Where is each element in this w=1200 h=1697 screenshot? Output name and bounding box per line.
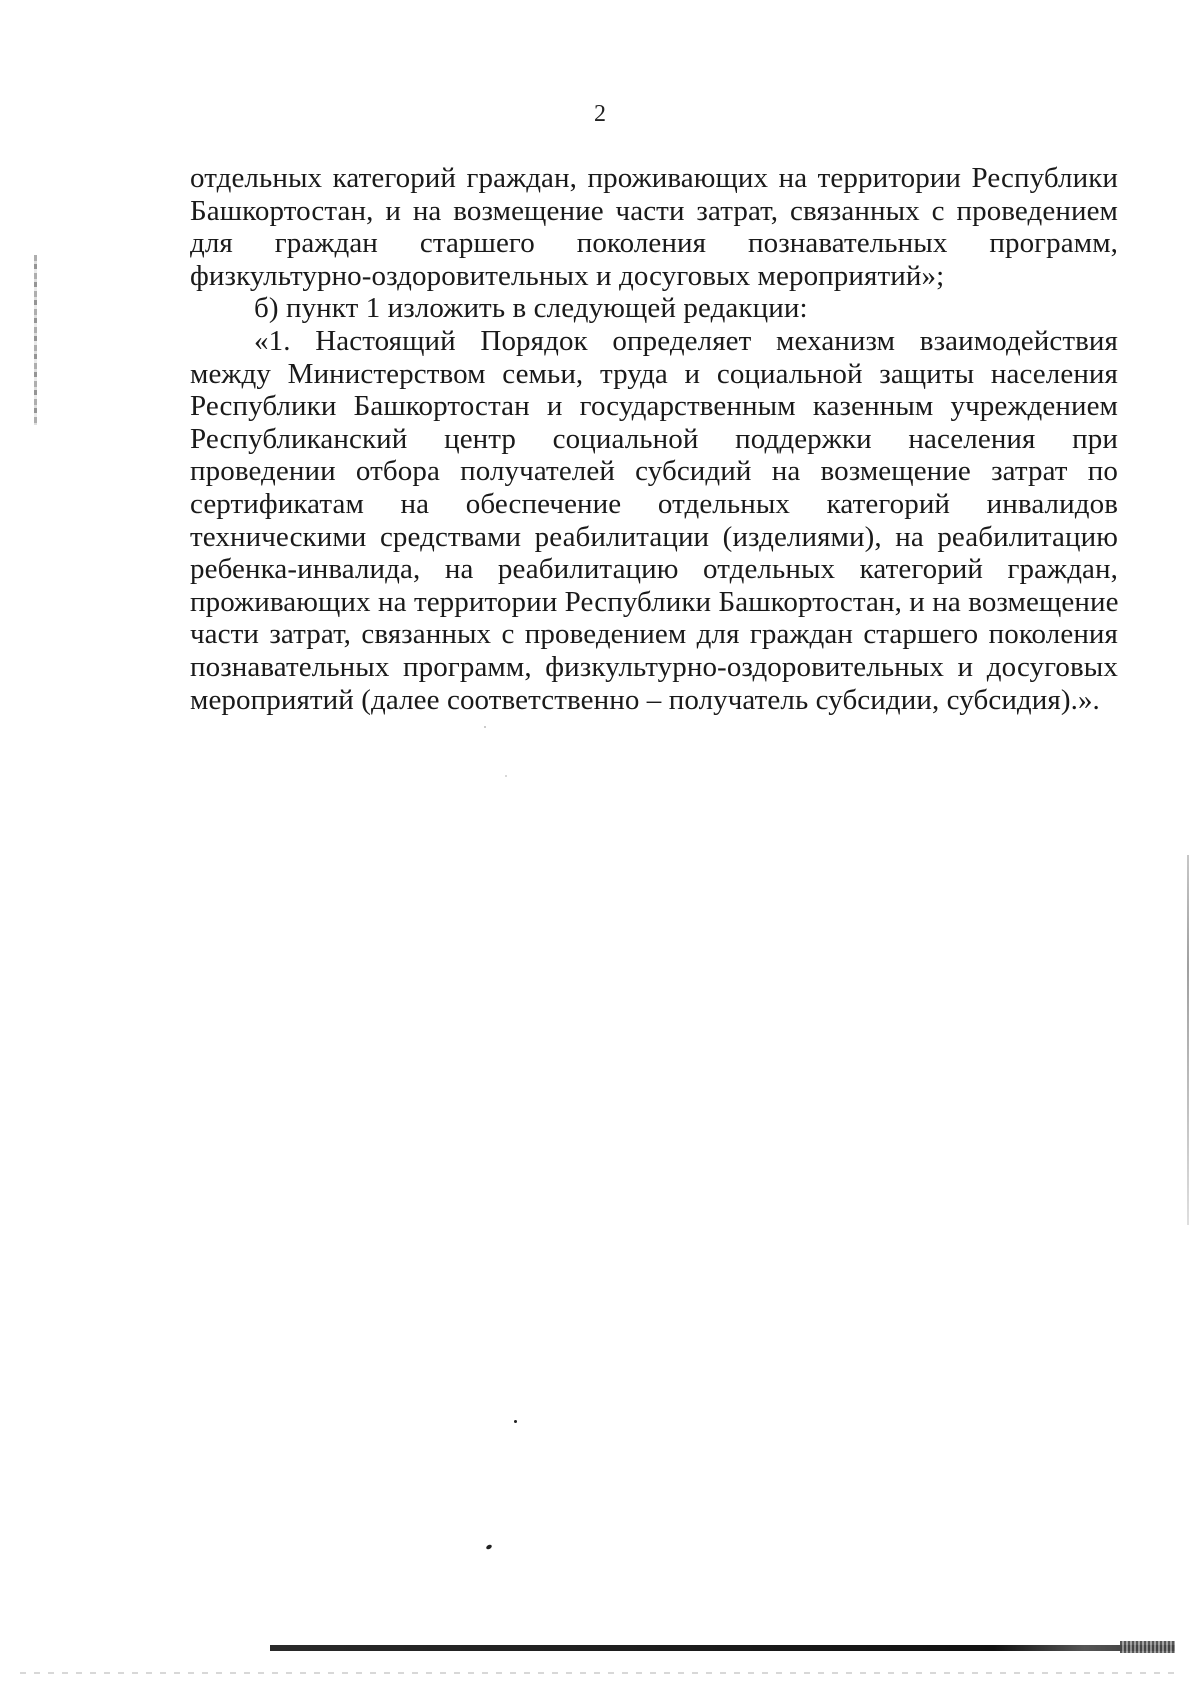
scan-artifact-left	[34, 255, 37, 425]
scan-speck	[484, 726, 486, 728]
text-line: техническими средствами реабилитации (изделиями), на реабилитацию	[190, 520, 1118, 553]
scan-artifact-right	[1187, 855, 1189, 1225]
text-line: части затрат, связанных с проведением для граждан старшего поколения	[190, 618, 1118, 651]
text-line: проведении отбора получателей субсидий на возмещение затрат по	[190, 455, 1118, 488]
text-line: отдельных категорий граждан, проживающих на территории Республики	[190, 162, 1118, 194]
text-line: «1. Настоящий Порядок определяет механизм взаимодействия	[254, 324, 1118, 357]
text-line: между Министерством семьи, труда и социальной защиты населения	[190, 357, 1118, 390]
text-line: ребенка-инвалида, на реабилитацию отдельных категорий граждан,	[190, 553, 1118, 586]
text-line: физкультурно-оздоровительных и досуговых мероприятий»;	[190, 259, 945, 292]
scan-edge-noise	[1120, 1641, 1175, 1653]
text-line: сертификатам на обеспечение отдельных категорий инвалидов	[190, 487, 1118, 520]
document-body	[190, 162, 1118, 716]
text-line: Республиканский центр социальной поддержки населения при	[190, 422, 1118, 455]
text-line: б) пункт 1 изложить в следующей редакции:	[254, 292, 808, 325]
text-line: для граждан старшего поколения познавательных программ,	[190, 227, 1118, 260]
text-line: Башкортостан, и на возмещение части затрат, связанных с проведением	[190, 194, 1118, 227]
page-number: 2	[594, 101, 606, 127]
scan-bottom-dots	[20, 1672, 1180, 1674]
scan-edge-line	[270, 1645, 1175, 1651]
text-line: мероприятий (далее соответственно – получатель субсидии, субсидия).».	[190, 683, 1100, 716]
text-line: Республики Башкортостан и государственным казенным учреждением	[190, 390, 1118, 423]
scan-speck	[505, 775, 507, 777]
scan-speck	[485, 1544, 492, 1550]
scan-speck	[514, 1420, 517, 1423]
text-line: проживающих на территории Республики Башкортостан, и на возмещение	[190, 585, 1119, 618]
text-line: познавательных программ, физкультурно-оздоровительных и досуговых	[190, 650, 1118, 683]
